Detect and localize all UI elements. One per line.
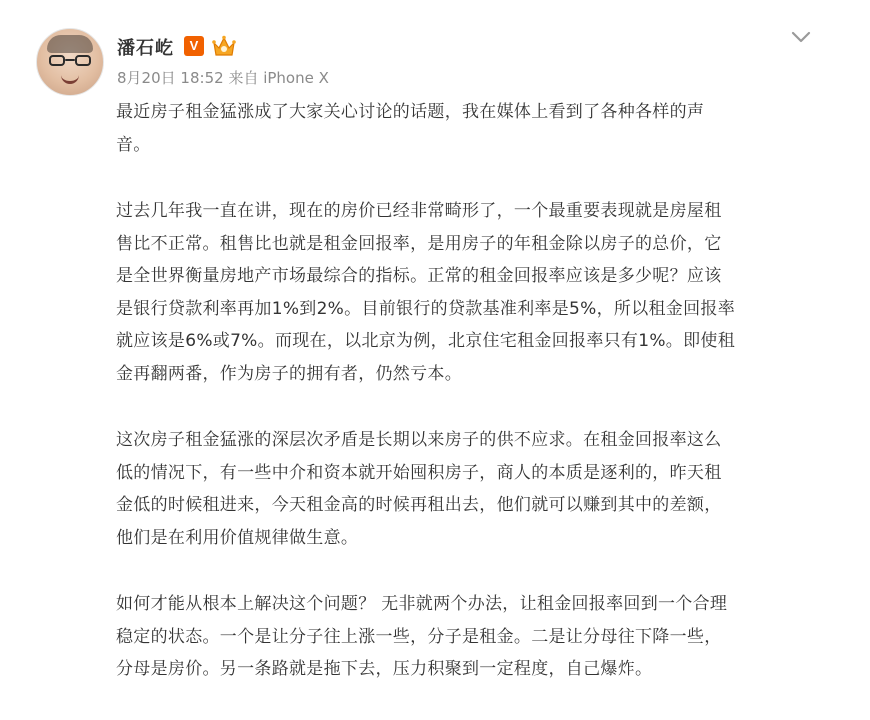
post-date: 8月20日 xyxy=(117,69,176,87)
post-line: 就应该是6%或7%。而现在，以北京为例，北京住宅租金回报率只有1%。即使租 xyxy=(116,331,736,351)
post-line: 这次房子租金猛涨的深层次矛盾是长期以来房子的供不应求。在租金回报率这么 xyxy=(116,430,722,450)
post-line: 最近房子租金猛涨成了大家关心讨论的话题，我在媒体上看到了各种各样的声 xyxy=(116,102,705,122)
post-line: 售比不正常。租售比也就是租金回报率，是用房子的年租金除以房子的总价，它 xyxy=(116,233,722,254)
post-line: 他们是在利用价值规律做生意。 xyxy=(116,527,359,548)
avatar-smile xyxy=(61,73,79,84)
verified-v-icon[interactable]: V xyxy=(184,36,204,56)
post-line: 是全世界衡量房地产市场最综合的指标。正常的租金回报率应该是多少呢？应该 xyxy=(116,266,722,286)
post-time: 18:52 xyxy=(180,69,224,87)
post-line: 低的情况下，有一些中介和资本就开始囤积房子，商人的本质是逐利的，昨天租 xyxy=(116,462,722,483)
avatar-glasses xyxy=(49,55,91,67)
post-source[interactable]: 来自 iPhone X xyxy=(228,69,329,87)
post-paragraph xyxy=(116,424,816,554)
post-line: 如何才能从根本上解决这个问题？ 无非就两个办法，让租金回报率回到一个合理 xyxy=(116,594,728,614)
post-line: 金再翻两番，作为房子的拥有者，仍然亏本。 xyxy=(116,363,462,384)
post-paragraph xyxy=(116,96,816,161)
post-line: 金低的时候租进来，今天租金高的时候再租出去，他们就可以赚到其中的差额， xyxy=(116,495,722,515)
post-paragraph xyxy=(116,195,816,390)
author-name[interactable]: 潘石屹 xyxy=(117,38,174,59)
post-body xyxy=(116,96,816,720)
member-crown-icon[interactable] xyxy=(211,34,237,58)
author-avatar[interactable] xyxy=(36,28,104,96)
post-line: 分母是房价。另一条路就是拖下去，压力积聚到一定程度，自己爆炸。 xyxy=(116,659,653,679)
post-paragraph xyxy=(116,588,816,686)
post-meta xyxy=(117,67,329,88)
post-line: 音。 xyxy=(116,134,151,155)
chevron-down-icon[interactable] xyxy=(790,28,812,46)
post-line: 过去几年我一直在讲，现在的房价已经非常畸形了，一个最重要表现就是房屋租 xyxy=(116,201,722,221)
post-line: 是银行贷款利率再加1%到2%。目前银行的贷款基准利率是5%，所以租金回报率 xyxy=(116,298,736,319)
post-line: 稳定的状态。一个是让分子往上涨一些，分子是租金。二是让分母往下降一些， xyxy=(116,626,722,647)
avatar-hair xyxy=(47,35,93,53)
